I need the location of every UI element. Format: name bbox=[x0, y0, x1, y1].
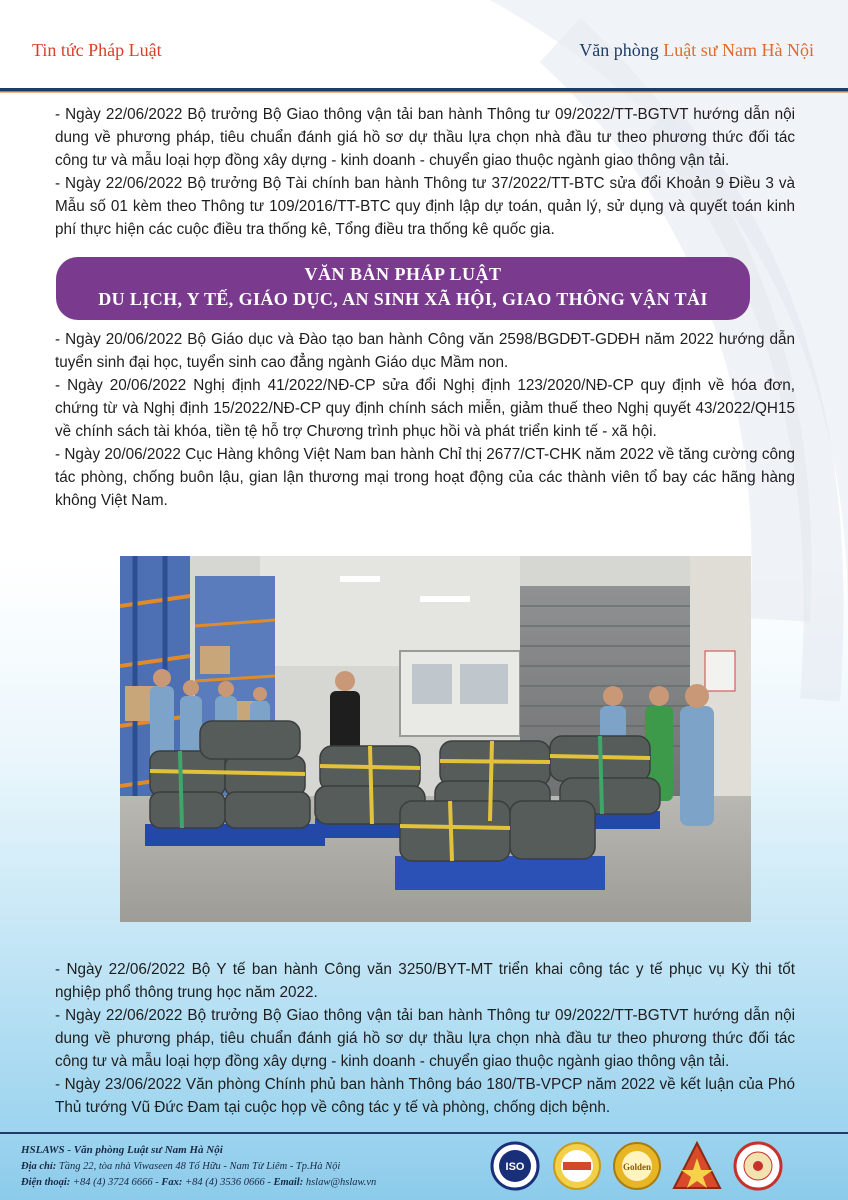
header-firm-prefix: Văn phòng bbox=[579, 40, 664, 60]
section-bottom-text bbox=[55, 958, 795, 1119]
iso-certified-badge-icon bbox=[490, 1140, 540, 1192]
footer-firm-name: HSLAWS - Văn phòng Luật sư Nam Hà Nội bbox=[21, 1144, 223, 1156]
paragraph: - Ngày 22/06/2022 Bộ trưởng Bộ Tài chính ban hành Thông tư 37/2022/TT-BTC sửa đổi Khoản 9 Điều 3 và Mẫu số 01 kèm theo Thông tư 109/2016/TT-BTC quy định lập dự toán, quản lý, sử dụng và quyết toán kinh phí thực hiện các cuộc điều tra thống kê, Tổng điều tra thống kê quốc gia. bbox=[55, 175, 795, 238]
section-middle-text bbox=[55, 328, 795, 512]
footer-phone-value: +84 (4) 3724 6666 - bbox=[70, 1177, 162, 1188]
vietnam-quality-badge-icon bbox=[732, 1140, 784, 1192]
section-top-text bbox=[55, 103, 795, 241]
footer-fax-label: Fax: bbox=[161, 1177, 183, 1188]
header-firm-name bbox=[579, 40, 814, 61]
golden-award-badge-icon bbox=[612, 1140, 662, 1192]
footer-address-label: Địa chỉ: bbox=[21, 1161, 57, 1172]
footer-address-value: Tầng 22, tòa nhà Viwaseen 48 Tố Hữu - Nam Từ Liêm - Tp.Hà Nội bbox=[56, 1161, 341, 1172]
gold-star-award-badge-icon bbox=[672, 1140, 722, 1192]
footer-fax-value: +84 (4) 3536 0666 - bbox=[182, 1177, 274, 1188]
paragraph: - Ngày 22/06/2022 Bộ trưởng Bộ Giao thông vận tải ban hành Thông tư 09/2022/TT-BGTVT hướng dẫn nội dung về phương pháp, tiêu chuẩn đánh giá hồ sơ dự thầu lựa chọn nhà đầu tư theo phương thức đối tác công tư và mẫu loại hợp đồng xây dựng - kinh doanh - chuyển giao thuộc ngành giao thông vận tải. bbox=[55, 1007, 795, 1070]
footer-address bbox=[21, 1161, 340, 1172]
iso-badge-text: ISO bbox=[505, 1161, 525, 1173]
section-banner bbox=[56, 257, 750, 320]
banner-subtitle: DU LỊCH, Y TẾ, GIÁO DỤC, AN SINH XÃ HỘI, GIAO THÔNG VẬN TẢI bbox=[98, 289, 708, 309]
paragraph: - Ngày 22/06/2022 Bộ Y tế ban hành Công văn 3250/BYT-MT triển khai công tác y tế phục vụ Kỳ thi tốt nghiệp phổ thông trung học năm 2022. bbox=[55, 961, 795, 1001]
competitive-brand-badge-icon bbox=[552, 1140, 602, 1192]
paragraph: - Ngày 22/06/2022 Bộ trưởng Bộ Giao thông vận tải ban hành Thông tư 09/2022/TT-BGTVT hướng dẫn nội dung về phương pháp, tiêu chuẩn đánh giá hồ sơ dự thầu lựa chọn nhà đầu tư theo phương thức đối tác công tư và mẫu loại hợp đồng xây dựng - kinh doanh - chuyển giao thuộc ngành giao thông vận tải. bbox=[55, 106, 795, 169]
golden-badge-text: Golden bbox=[622, 1162, 652, 1172]
footer-email-value: hslaw@hslaw.vn bbox=[303, 1177, 377, 1188]
paragraph: - Ngày 20/06/2022 Cục Hàng không Việt Nam ban hành Chỉ thị 2677/CT-CHK năm 2022 về tăng cường công tác phòng, chống buôn lậu, gian lận thương mại trong hoạt động của các thành viên tổ bay các hãng hàng không Việt Nam. bbox=[55, 446, 795, 509]
header-divider bbox=[0, 88, 848, 94]
warehouse-photo bbox=[120, 556, 751, 922]
page-header bbox=[0, 0, 848, 95]
paragraph: - Ngày 20/06/2022 Bộ Giáo dục và Đào tạo ban hành Công văn 2598/BGDĐT-GDĐH năm 2022 hướng dẫn tuyển sinh đại học, tuyển sinh cao đẳng ngành Giáo dục Mầm non. bbox=[55, 331, 795, 371]
footer-email-label: Email: bbox=[273, 1177, 304, 1188]
footer-contact bbox=[21, 1177, 376, 1188]
paragraph: - Ngày 20/06/2022 Nghị định 41/2022/NĐ-CP sửa đổi Nghị định 123/2020/NĐ-CP quy định về hóa đơn, chứng từ và Nghị định 15/2022/NĐ-CP quy định chính sách miễn, giảm thuế theo Nghị quyết 43/2022/QH15 về chính sách tài khóa, tiền tệ hỗ trợ Chương trình phục hồi và phát triển kinh tế - xã hội. bbox=[55, 377, 795, 440]
banner-title: VĂN BẢN PHÁP LUẬT bbox=[304, 264, 502, 284]
paragraph: - Ngày 23/06/2022 Văn phòng Chính phủ ban hành Thông báo 180/TB-VPCP năm 2022 về kết luận của Phó Thủ tướng Vũ Đức Đam tại cuộc họp về công tác y tế và phòng, chống dịch bệnh. bbox=[55, 1076, 795, 1116]
header-section-title: Tin tức Pháp Luật bbox=[32, 40, 162, 60]
header-firm-accent: Luật sư Nam Hà Nội bbox=[663, 40, 814, 60]
footer-divider bbox=[0, 1132, 848, 1134]
footer-phone-label: Điện thoại: bbox=[21, 1177, 71, 1188]
warehouse-photo-illustration bbox=[120, 556, 751, 922]
